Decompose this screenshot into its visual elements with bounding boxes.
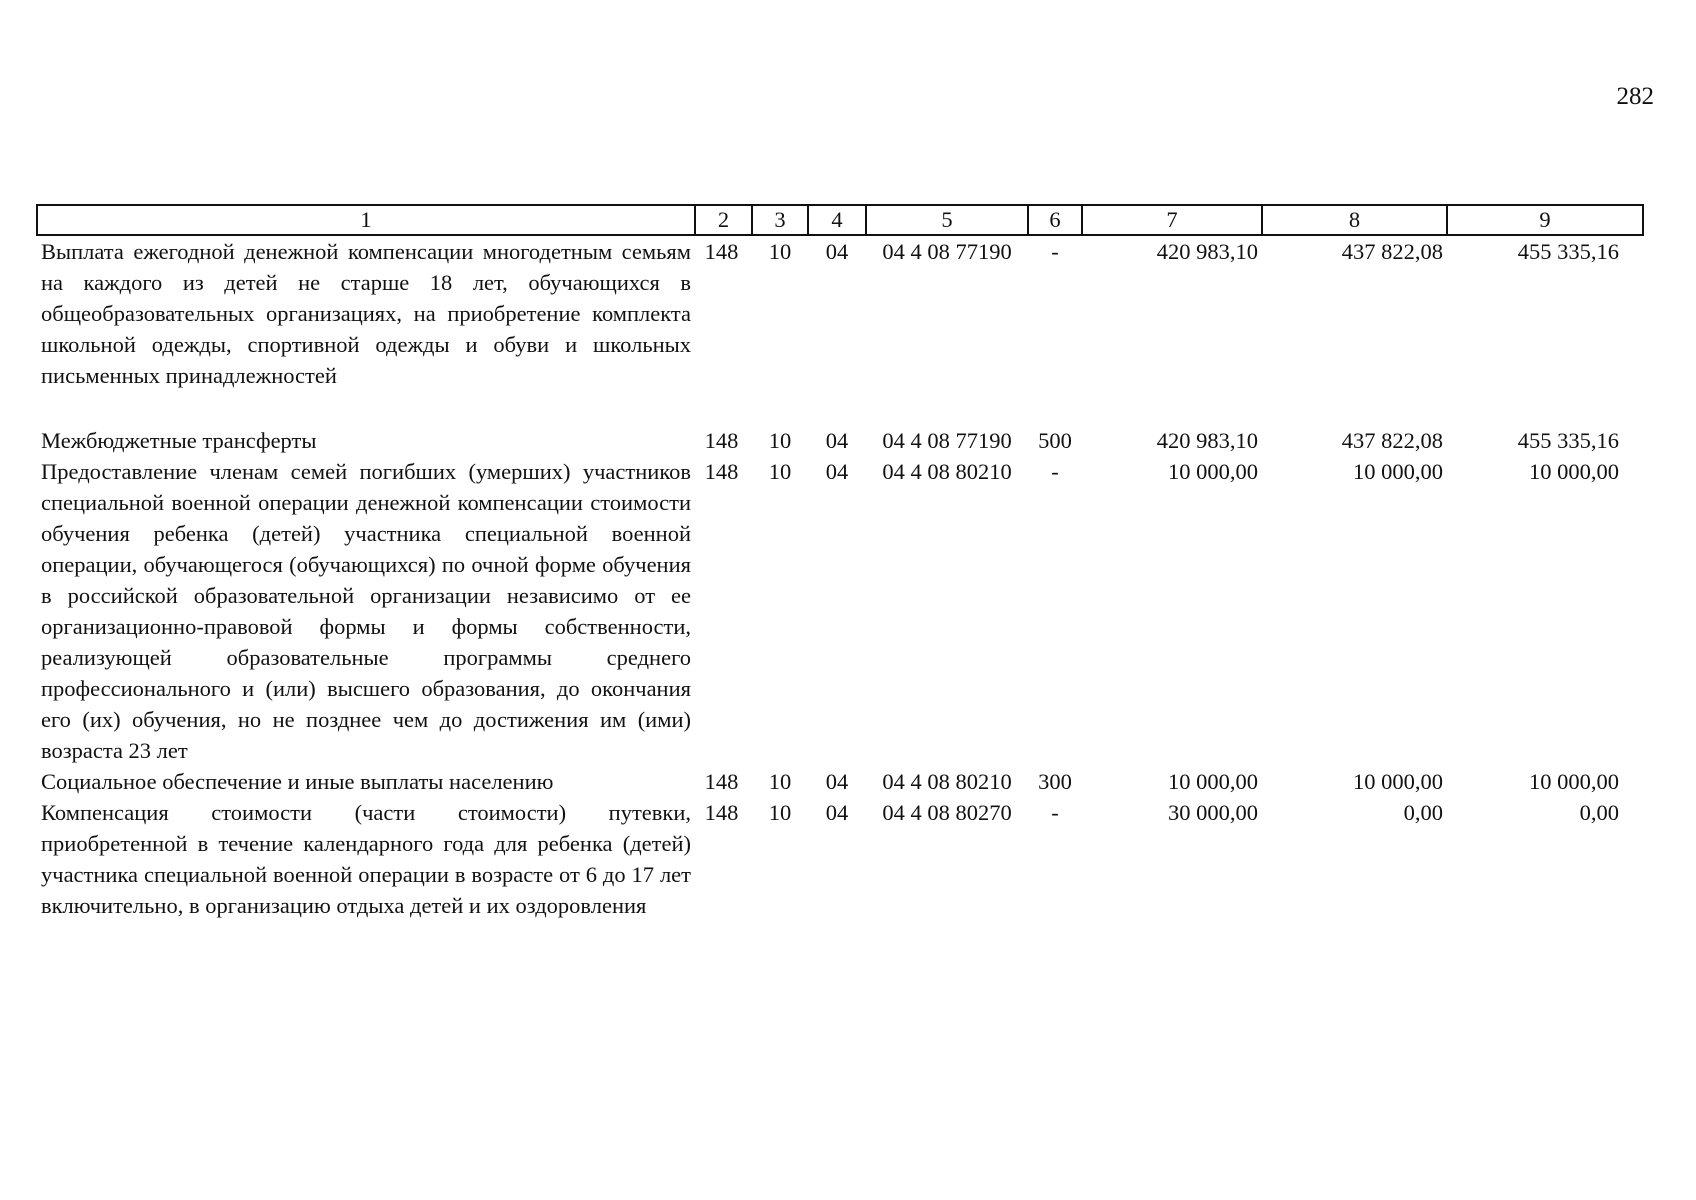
table-row: [37, 797, 1643, 921]
row-admin-code: 148: [704, 428, 739, 453]
row-target-article: 04 4 08 77190: [882, 239, 1012, 264]
row-amount-year-3: 10 000,00: [1529, 459, 1619, 484]
row-subsection: 04: [825, 459, 849, 484]
row-amount-year-3: 0,00: [1579, 800, 1619, 825]
row-amount-year-1: 10 000,00: [1168, 769, 1258, 794]
table-row: [37, 391, 1643, 456]
row-expense-type: 300: [1038, 769, 1072, 794]
header-col-6: 6: [1028, 205, 1082, 235]
row-name: Компенсация стоимости (части стоимости) путевки, приобретенной в течение календарного года для ребенка (детей) участника специальной военной операции в возрасте от 6 до 17 лет включительно, в организацию отдыха детей и их оздоровления: [41, 800, 691, 918]
row-subsection: 04: [825, 239, 849, 264]
row-amount-year-2: 437 822,08: [1341, 239, 1443, 264]
row-subsection: 04: [825, 428, 849, 453]
row-amount-year-1: 30 000,00: [1168, 800, 1258, 825]
row-amount-year-2: 10 000,00: [1353, 769, 1443, 794]
row-amount-year-2: 0,00: [1403, 800, 1443, 825]
row-amount-year-3: 10 000,00: [1529, 769, 1619, 794]
header-col-3: 3: [752, 205, 808, 235]
row-expense-type: 500: [1038, 428, 1072, 453]
row-section: 10: [768, 239, 792, 264]
header-col-7: 7: [1082, 205, 1262, 235]
row-name: Социальное обеспечение и иные выплаты населению: [41, 769, 554, 794]
header-col-8: 8: [1262, 205, 1447, 235]
row-name: Межбюджетные трансферты: [41, 428, 317, 453]
header-col-1: 1: [37, 205, 695, 235]
row-expense-type: -: [1051, 239, 1059, 264]
row-subsection: 04: [825, 800, 849, 825]
row-amount-year-1: 10 000,00: [1168, 459, 1258, 484]
row-target-article: 04 4 08 77190: [882, 428, 1012, 453]
row-expense-type: -: [1051, 459, 1059, 484]
row-subsection: 04: [825, 769, 849, 794]
row-amount-year-1: 420 983,10: [1156, 239, 1258, 264]
row-amount-year-3: 455 335,16: [1517, 428, 1619, 453]
table-row: [37, 766, 1643, 797]
table-row: [37, 235, 1643, 391]
row-amount-year-2: 437 822,08: [1341, 428, 1443, 453]
row-amount-year-1: 420 983,10: [1156, 428, 1258, 453]
row-section: 10: [768, 459, 792, 484]
row-section: 10: [768, 800, 792, 825]
row-admin-code: 148: [704, 459, 739, 484]
row-section: 10: [768, 428, 792, 453]
row-section: 10: [768, 769, 792, 794]
row-target-article: 04 4 08 80270: [882, 800, 1012, 825]
row-name: Выплата ежегодной денежной компенсации многодетным семьям на каждого из детей не старше 18 лет, обучающихся в общеобразовательных организациях, на приобретение комплекта школьной одежды, спортивной одежды и обуви и школьных письменных принадлежностей: [41, 239, 691, 388]
header-col-2: 2: [695, 205, 752, 235]
row-expense-type: -: [1051, 800, 1059, 825]
row-admin-code: 148: [704, 239, 739, 264]
page-number: 282: [1616, 83, 1654, 110]
row-target-article: 04 4 08 80210: [882, 459, 1012, 484]
row-amount-year-3: 455 335,16: [1517, 239, 1619, 264]
budget-table: [36, 204, 1644, 921]
row-target-article: 04 4 08 80210: [882, 769, 1012, 794]
table-row: [37, 456, 1643, 766]
header-col-9: 9: [1447, 205, 1643, 235]
header-col-5: 5: [866, 205, 1028, 235]
row-amount-year-2: 10 000,00: [1353, 459, 1443, 484]
table-header-row: [37, 205, 1643, 235]
header-col-4: 4: [808, 205, 866, 235]
row-admin-code: 148: [704, 769, 739, 794]
row-admin-code: 148: [704, 800, 739, 825]
row-name: Предоставление членам семей погибших (умерших) участников специальной военной операции денежной компенсации стоимости обучения ребенка (детей) участника специальной военной операции, обучающегося (обучающихся) по очной форме обучения в российской образовательной организации независимо от ее организационно-правовой формы и формы собственности, реализующей образовательные программы среднего профессионального и (или) высшего образования, до окончания его (их) обучения, но не позднее чем до достижения им (ими) возраста 23 лет: [41, 459, 691, 763]
